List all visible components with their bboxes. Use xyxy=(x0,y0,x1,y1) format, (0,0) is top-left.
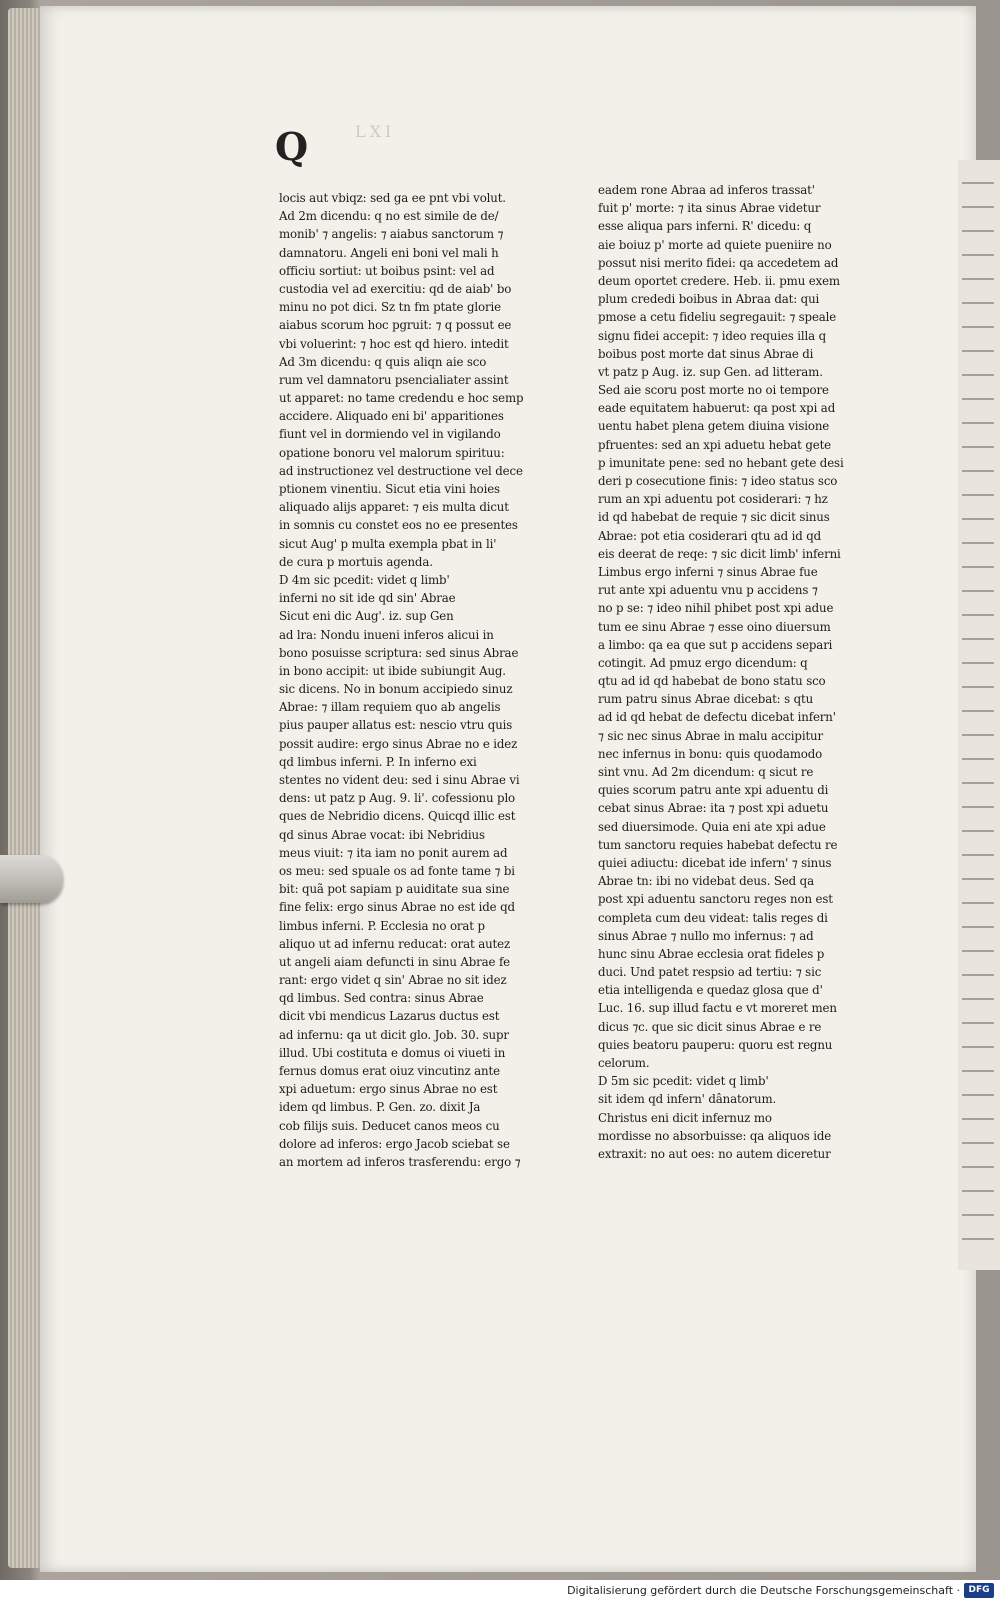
text-line: dicit vbi mendicus Lazarus ductus est xyxy=(279,1009,500,1024)
text-line: eis deerat de reqe: ⁊ sic dicit limb' inferni xyxy=(598,546,841,561)
text-line: celorum. xyxy=(598,1056,650,1070)
text-line: bono posuisse scriptura: sed sinus Abrae xyxy=(279,645,519,660)
text-line: sicut Aug' p multa exempla pbat in li' xyxy=(279,536,497,551)
text-line: ad infernu: qa ut dicit glo. Job. 30. supr xyxy=(279,1027,509,1042)
running-head: LXI xyxy=(355,122,396,141)
text-line: cebat sinus Abrae: ita ⁊ post xpi aduetu xyxy=(598,801,829,816)
text-line: ut apparet: no tame credendu e hoc semp xyxy=(279,391,524,406)
text-line: eadem rone Abraa ad inferos trassat' xyxy=(598,183,815,197)
text-line: qtu ad id qd habebat de bono statu sco xyxy=(598,674,826,689)
text-line: Limbus ergo inferni ⁊ sinus Abrae fue xyxy=(598,564,818,579)
text-line: duci. Und patet respsio ad tertiu: ⁊ sic xyxy=(598,965,822,980)
text-line: in bono accipit: ut ibide subiungit Aug. xyxy=(279,663,506,678)
text-line: de cura p mortuis agenda. xyxy=(279,554,433,569)
text-line: quies scorum patru ante xpi aduentu di xyxy=(598,783,829,798)
text-line: vt patz p Aug. iz. sup Gen. ad litteram. xyxy=(598,364,823,379)
right-text-column xyxy=(598,181,888,1163)
text-line: pius pauper allatus est: nescio vtru quis xyxy=(279,718,513,733)
text-line: post xpi aduentu sanctoru reges non est xyxy=(598,892,833,907)
text-line: ques de Nebridio dicens. Quicqd illic est xyxy=(279,809,516,824)
text-line: p imunitate pene: sed no hebant gete desi xyxy=(598,455,844,470)
text-line: an mortem ad inferos trasferendu: ergo ⁊ xyxy=(279,1154,521,1169)
text-line: accidere. Aliquado eni bi' apparitiones xyxy=(279,409,504,424)
text-line: possut nisi merito fidei: qa accedetem ad xyxy=(598,255,839,270)
text-line: os meu: sed spuale os ad fonte tame ⁊ bi xyxy=(279,863,515,878)
text-line: in somnis cu constet eos no ee presentes xyxy=(279,518,518,533)
text-line: id qd habebat de requie ⁊ sic dicit sinus xyxy=(598,510,830,525)
text-line: plum crededi boibus in Abraa dat: qui xyxy=(598,292,820,307)
text-line: rut ante xpi aduentu vnu p accidens ⁊ xyxy=(598,583,818,598)
text-line: Ad 2m dicendu: q no est simile de de/ xyxy=(279,209,499,224)
text-line: no p se: ⁊ ideo nihil phibet post xpi adue xyxy=(598,601,834,616)
text-line: cob filijs suis. Deducet canos meos cu xyxy=(279,1118,500,1133)
text-line: deum oportet credere. Heb. ii. pmu exem xyxy=(598,273,840,288)
text-line: aliquado alijs apparet: ⁊ eis multa dicut xyxy=(279,500,509,515)
text-line: ad lra: Nondu inueni inferos alicui in xyxy=(279,627,494,642)
text-line: mordisse no absorbuisse: qa aliquos ide xyxy=(598,1128,832,1143)
text-line: nec infernus in bonu: quis quodamodo xyxy=(598,746,823,761)
text-line: bit: quã pot sapiam p auiditate sua sine xyxy=(279,882,510,897)
text-line: locis aut vbiqz: sed ga ee pnt vbi volut. xyxy=(279,191,506,205)
text-line: dicus ⁊c. que sic dicit sinus Abrae e re xyxy=(598,1019,822,1034)
text-line: monib' ⁊ angelis: ⁊ aiabus sanctorum ⁊ xyxy=(279,227,504,242)
text-line: stentes no vident deu: sed i sinu Abrae vi xyxy=(279,773,520,787)
text-line: custodia vel ad exercitiu: qd de aiab' bo xyxy=(279,281,512,296)
initial-letter: Q xyxy=(275,124,309,169)
text-line: quiei adiuctu: dicebat ide infern' ⁊ sinus xyxy=(598,855,832,870)
text-line: aiabus scorum hoc pgruit: ⁊ q possut ee xyxy=(279,318,512,333)
text-line: aliquo ut ad infernu reducat: orat autez xyxy=(279,936,511,951)
text-line: fernus domus erat oiuz vincutinz ante xyxy=(279,1064,500,1078)
text-line: tum ee sinu Abrae ⁊ esse oino diuersum xyxy=(598,619,831,634)
text-line: dens: ut patz p Aug. 9. li'. cofessionu plo xyxy=(279,791,516,806)
text-line: cotingit. Ad pmuz ergo dicendum: q xyxy=(598,655,808,670)
text-line: limbus inferni. P. Ecclesia no orat p xyxy=(279,918,485,933)
text-line: eade equitatem habuerut: qa post xpi ad xyxy=(598,401,836,416)
text-line: uentu habet plena getem diuina visione xyxy=(598,419,830,434)
text-line: ad instructionez vel destructione vel dece xyxy=(279,463,523,478)
text-line: minu no pot dici. Sz tn fm ptate glorie xyxy=(279,300,501,315)
text-line: Sed aie scoru post morte no oi tempore xyxy=(598,383,829,398)
text-line: dolore ad inferos: ergo Jacob sciebat se xyxy=(279,1136,510,1151)
text-line: ptionem vinentiu. Sicut etia vini hoies xyxy=(279,482,500,496)
text-line: illud. Ubi costituta e domus oi viueti in xyxy=(279,1045,506,1060)
text-line: pmose a cetu fideliu segregauit: ⁊ speale xyxy=(598,310,837,325)
text-line: fine felix: ergo sinus Abrae no est ide qd xyxy=(279,900,515,915)
text-line: Christus eni dicit infernuz mo xyxy=(598,1110,772,1125)
text-line: Abrae: ⁊ illam requiem quo ab angelis xyxy=(279,700,501,715)
text-line: etia intelligenda e quedaz glosa que d' xyxy=(598,983,823,998)
text-line: hunc sinu Abrae ecclesia orat fideles p xyxy=(598,946,825,961)
text-line: tum sanctoru requies habebat defectu re xyxy=(598,837,838,852)
text-line: damnatoru. Angeli eni boni vel mali h xyxy=(279,245,499,260)
text-line: Ad 3m dicendu: q quis aliqn aie sco xyxy=(279,354,487,369)
text-line: rum an xpi aduentu pot cosiderari: ⁊ hz xyxy=(598,492,828,507)
text-line: a limbo: qa ea que sut p accidens separi xyxy=(598,637,833,652)
text-line: sint vnu. Ad 2m dicendum: q sicut re xyxy=(598,765,814,779)
text-line: deri p cosecutione finis: ⁊ ideo status sco xyxy=(598,474,838,488)
text-line: ad id qd hebat de defectu dicebat infern' xyxy=(598,710,836,725)
text-line: ut angeli aiam defuncti in sinu Abrae fe xyxy=(279,954,511,969)
text-line: sic dicens. No in bonum accipiedo sinuz xyxy=(279,682,513,697)
text-line: D 4m sic pcedit: videt q limb' xyxy=(279,572,450,587)
text-line: Abrae tn: ibi no videbat deus. Sed qa xyxy=(598,874,814,889)
dfg-logo: DFG xyxy=(964,1583,994,1598)
text-line: boibus post morte dat sinus Abrae di xyxy=(598,346,814,361)
text-line: aie boiuz p' morte ad quiete pueniire no xyxy=(598,237,832,252)
facing-page-edge xyxy=(958,160,1000,1270)
text-line: Abrae: pot etia cosiderari qtu ad id qd xyxy=(598,528,822,543)
text-line: rant: ergo videt q sin' Abrae no sit idez xyxy=(279,973,507,988)
text-line: rum vel damnatoru psencialiater assint xyxy=(279,372,509,387)
page-header xyxy=(275,96,575,169)
text-line: D 5m sic pcedit: videt q limb' xyxy=(598,1074,769,1089)
page-clip xyxy=(0,855,62,903)
text-line: xpi aduetum: ergo sinus Abrae no est xyxy=(279,1082,498,1097)
text-line: fiunt vel in dormiendo vel in vigilando xyxy=(279,427,501,442)
text-line: qd sinus Abrae vocat: ibi Nebridius xyxy=(279,827,485,842)
text-line: sinus Abrae ⁊ nullo mo infernus: ⁊ ad xyxy=(598,928,814,943)
text-line: esse aliqua pars inferni. R' dicedu: q xyxy=(598,219,812,234)
text-line: inferni no sit ide qd sin' Abrae xyxy=(279,591,456,606)
text-line: fuit p' morte: ⁊ ita sinus Abrae videtur xyxy=(598,201,821,216)
left-text-column xyxy=(279,189,563,1171)
text-line: meus viuit: ⁊ ita iam no ponit aurem ad xyxy=(279,845,508,860)
text-line: possit audire: ergo sinus Abrae no e idez xyxy=(279,736,518,751)
text-line: Sicut eni dic Aug'. iz. sup Gen xyxy=(279,609,454,624)
text-line: qd limbus inferni. P. In inferno exi xyxy=(279,754,477,769)
text-line: extraxit: no aut oes: no autem diceretur xyxy=(598,1146,831,1161)
text-line: ⁊ sic nec sinus Abrae in malu accipitur xyxy=(598,728,823,743)
text-line: qd limbus. Sed contra: sinus Abrae xyxy=(279,991,484,1006)
text-line: completa cum deu videat: talis reges di xyxy=(598,910,828,925)
text-line: opatione bonoru vel malorum spirituu: xyxy=(279,445,505,460)
text-line: sit idem qd infern' dânatorum. xyxy=(598,1092,777,1107)
text-line: quies beatoru pauperu: quoru est regnu xyxy=(598,1037,833,1052)
footer-bar xyxy=(0,1580,1000,1602)
text-line: idem qd limbus. P. Gen. zo. dixit Ja xyxy=(279,1100,481,1115)
text-line: officiu sortiut: ut boibus psint: vel ad xyxy=(279,263,495,278)
footer-credit: Digitalisierung gefördert durch die Deutsche Forschungsgemeinschaft · xyxy=(567,1584,960,1597)
text-line: sed diuersimode. Quia eni ate xpi adue xyxy=(598,819,826,834)
text-line: pfruentes: sed an xpi aduetu hebat gete xyxy=(598,437,831,452)
text-line: rum patru sinus Abrae dicebat: s qtu xyxy=(598,692,814,707)
text-line: signu fidei accepit: ⁊ ideo requies illa q xyxy=(598,328,826,343)
text-line: Luc. 16. sup illud factu e vt moreret men xyxy=(598,1001,837,1016)
text-line: vbi voluerint: ⁊ hoc est qd hiero. intedit xyxy=(279,336,509,351)
